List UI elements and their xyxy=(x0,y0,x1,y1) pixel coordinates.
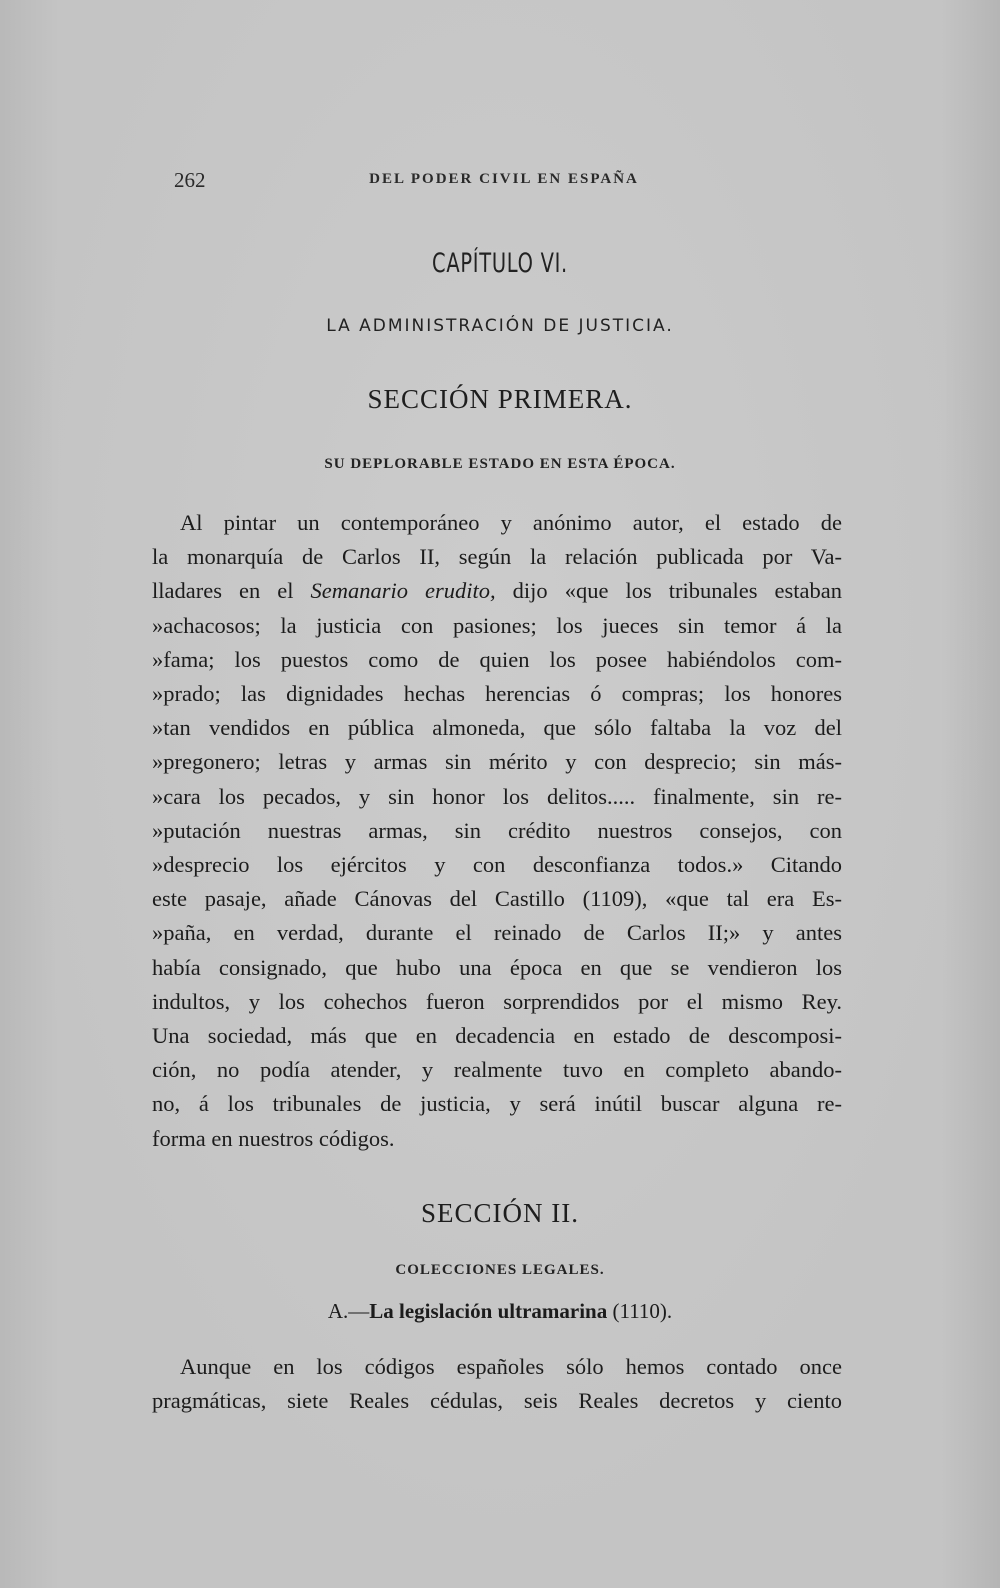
paragraph-1 xyxy=(152,506,842,1156)
subheading-prefix: A.— xyxy=(327,1299,370,1323)
text-line: este pasaje, añade Cánovas del Castillo (1109), «que tal era Es- xyxy=(152,886,842,912)
text-line: Una sociedad, más que en decadencia en estado de descomposi- xyxy=(152,1023,842,1049)
running-title: DEL PODER CIVIL EN ESPAÑA xyxy=(369,171,639,187)
text-line: »cara los pecados, y sin honor los delitos..... finalmente, sin re- xyxy=(152,783,842,809)
chapter-title: CAPÍTULO VI. xyxy=(432,248,568,279)
text-line: »desprecio los ejércitos y con desconfianza todos.» Citando xyxy=(152,852,842,878)
section-2-title: SECCIÓN II. xyxy=(421,1198,579,1228)
text-line: »pregonero; letras y armas sin mérito y con desprecio; sin más- xyxy=(152,749,842,775)
text-run: dijo «que los tribunales estaban xyxy=(495,578,842,604)
section-1-title: SECCIÓN PRIMERA. xyxy=(367,384,633,414)
text-line: »prado; las dignidades hechas herencias ó compras; los honores xyxy=(152,681,842,707)
text-line: »putación nuestras armas, sin crédito nuestros consejos, con xyxy=(152,817,842,843)
text-line: »paña, en verdad, durante el reinado de Carlos II;» y antes xyxy=(152,920,842,946)
subheading-ref: (1110). xyxy=(607,1299,673,1323)
italic-title: Semanario erudito, xyxy=(310,578,496,604)
text-line: ción, no podía atender, y realmente tuvo en completo abando- xyxy=(152,1057,842,1083)
text-line: »tan vendidos en pública almoneda, que sólo faltaba la voz del xyxy=(152,715,842,741)
text-line: forma en nuestros códigos. xyxy=(152,1125,395,1151)
text-line xyxy=(152,574,842,608)
subheading xyxy=(0,1299,1000,1324)
text-run: lladares en el xyxy=(152,578,311,604)
chapter-subtitle: LA ADMINISTRACIÓN DE JUSTICIA. xyxy=(326,316,674,336)
text-line: Al pintar un contemporáneo y anónimo autor, el estado de xyxy=(180,510,842,535)
page-number: 262 xyxy=(174,168,206,192)
paragraph-2 xyxy=(152,1350,842,1418)
text-line: no, á los tribunales de justicia, y será inútil buscar alguna re- xyxy=(152,1091,842,1117)
section-1-subtitle: SU DEPLORABLE ESTADO EN ESTA ÉPOCA. xyxy=(324,456,676,472)
text-line: había consignado, que hubo una época en que se vendieron los xyxy=(152,954,842,980)
section-2-subtitle: COLECCIONES LEGALES. xyxy=(395,1262,605,1278)
text-line: »fama; los puestos como de quien los posee habiéndolos com- xyxy=(152,646,842,672)
text-line: la monarquía de Carlos II, según la relación publicada por Va- xyxy=(152,544,842,570)
text-line: Aunque en los códigos españoles sólo hemos contado once xyxy=(180,1354,842,1379)
subheading-title: La legislación ultramarina xyxy=(369,1299,608,1323)
text-line: »achacosos; la justicia con pasiones; los jueces sin temor á la xyxy=(152,612,842,638)
text-line: indultos, y los cohechos fueron sorprendidos por el mismo Rey. xyxy=(152,988,842,1014)
text-line: pragmáticas, siete Reales cédulas, seis Reales decretos y ciento xyxy=(152,1388,842,1414)
running-head xyxy=(174,168,834,198)
